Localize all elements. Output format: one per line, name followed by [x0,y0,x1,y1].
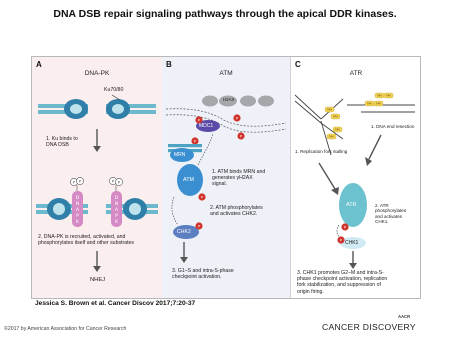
rpa-label: RPA [377,94,382,98]
rpa-label: RPA [376,102,381,106]
phospho-label: P [200,195,204,200]
mdc1-label: MDC1 [199,123,214,129]
arrow-c3-head [349,263,357,269]
dnapk-letter: P [115,214,118,219]
phospho-label: P [111,179,115,184]
atr-label: ATR [346,202,357,208]
phospho-label: P [197,224,201,229]
step-b1: 1. ATM binds MRN and generates γH2AX signal. [212,169,266,188]
dna-strand-lower [166,115,286,132]
replication-fork [295,95,343,155]
phospho-label: P [239,134,243,139]
dnapk-letter: K [76,220,79,225]
outcome-nhej: NHEJ [90,277,106,283]
ku-ring-right [106,99,130,119]
chk2-label: CHK2 [177,229,191,235]
rpa-label: RPA [367,102,372,106]
arrow-a2-head [93,266,101,272]
dnapk-letter: N [75,202,80,207]
rpa-label: RPA [329,135,334,139]
fork-stalling-label: 1. Replication fork stalling [295,149,348,154]
end-resection-label: 1. DNA end resection [371,124,415,129]
phospho-label: P [339,238,343,243]
figure [31,56,421,299]
step-c2: 2. ATR phosphorylates and activates CHK1. [375,203,407,225]
arrow-b3-head [180,257,188,263]
rpa-label: RPA [386,94,391,98]
dnapk-letter: D [75,196,80,201]
arrow-a1-head [93,146,101,152]
rpa-label: RPA [335,128,340,132]
ku-ring-left [64,99,88,119]
panel-letter-a: A [36,60,42,69]
dna-break-upper [38,104,156,114]
dna-segment [168,144,202,147]
ku-label: Ku70/80 [104,87,124,93]
dnapk-letter: P [76,214,79,219]
panel-title-dnapk: DNA-PK [84,70,110,77]
panel-title-atm: ATM [219,70,233,77]
dnapk-letter: D [114,196,119,201]
atr-diagram [291,57,421,298]
dnapk-letter: A [114,208,119,213]
panel-dnapk [32,57,162,298]
dnapk-letter: A [75,208,80,213]
chk1-label: CHK1 [345,240,359,246]
panel-atr [290,57,421,298]
arrow-resection-atr [369,135,381,159]
copyright: ©2017 by American Association for Cancer Research [4,326,127,332]
dnapk-letter: N [114,202,119,207]
rpa-label: RPA [327,108,332,112]
dnapk-letter: K [115,220,118,225]
aacr-mark: AACR [398,314,411,319]
nucleosomes [202,96,274,107]
panel-letter-c: C [295,60,301,69]
phospho-label: P [117,180,121,185]
mrn-label: MRN [174,152,186,158]
phospho-label: P [78,179,82,184]
arrow-fork-atr [319,163,335,189]
h2ax-label: H2AX [223,97,235,102]
phospho-label: P [343,225,347,230]
step-a2: 2. DNA-PK is recruited, activated, and phosphorylates itself and other substrates [38,234,135,247]
journal-logo: CANCER DISCOVERY [322,322,416,332]
phospho-label: P [72,180,76,185]
atm-label: ATM [183,177,194,183]
phospho-label: P [193,139,197,144]
panel-title-atr: ATR [349,70,363,77]
phospho-label: P [235,116,239,121]
citation: Jessica S. Brown et al. Cancer Discov 2017;7:20-37 [35,300,196,307]
step-a1: 1. Ku binds to DNA DSB [46,136,78,149]
arrow-atm-chk2 [172,197,178,225]
panel-atm [162,57,290,298]
dna-strand-upper [166,109,286,126]
rpa-label: RPA [333,115,338,119]
arrow-resection-atr-head [365,157,372,166]
step-c3: 3. CHK1 promotes G2–M and intra-S- phase checkpoint activation, replication fork stabilization, and suppression of origin firing. [297,270,388,295]
dnapk-diagram [32,57,162,298]
step-b2: 2. ATM phosphorylates and activates CHK2. [210,205,263,218]
phospho-label: P [197,118,201,123]
step-b3: 3. G1–S and intra-S-phase checkpoint activation. [172,268,234,281]
panel-letter-b: B [166,60,172,69]
slide-title: DNA DSB repair signaling pathways through the apical DDR kinases. [53,8,397,20]
